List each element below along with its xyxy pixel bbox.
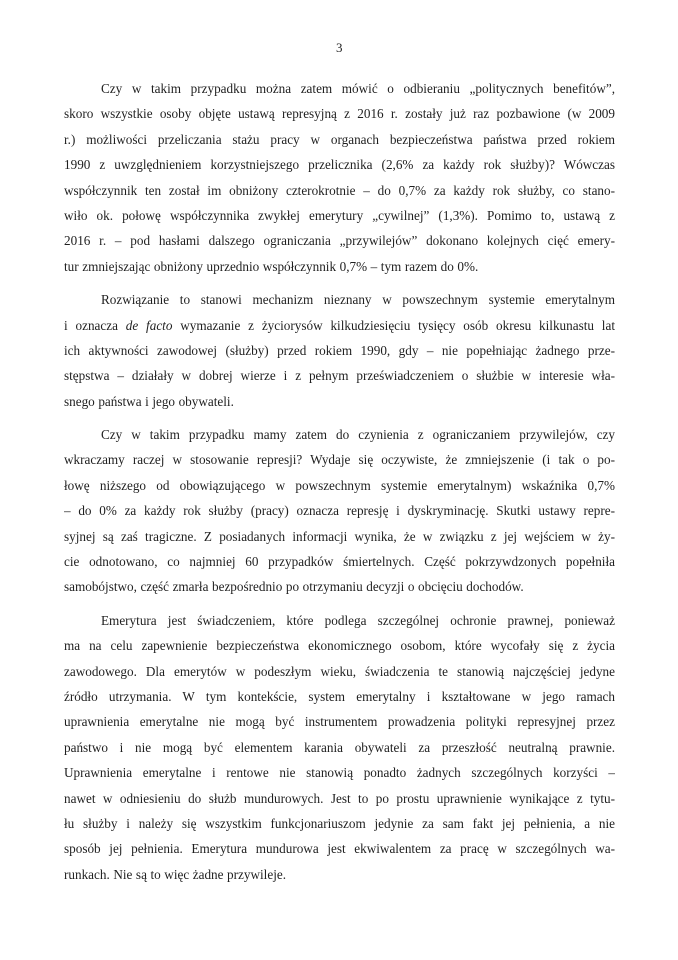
- text-line: r.) możliwości przeliczania stażu pracy w organach bezpieczeństwa państwa przed rokiem: [64, 131, 615, 147]
- text-line: – do 0% za każdy rok służby (pracy) oznacza represję i dyskryminację. Skutki ustawy repre-: [64, 503, 615, 519]
- page-number: 3: [336, 40, 343, 55]
- text-line: Czy w takim przypadku można zatem mówić o odbieraniu „politycznych benefitów”,: [101, 81, 615, 96]
- text-line: stępstwa – działały w dobrej wierze i z pełnym przeświadczeniem o służbie w interesie wła-: [64, 368, 615, 384]
- text-line: zawodowego. Dla emerytów w podeszłym wieku, świadczenia te stanowią najczęściej jedyne: [64, 663, 615, 679]
- text-line: cie odnotowano, co najmniej 60 przypadków śmiertelnych. Część pokrzywdzonych popełniła: [64, 554, 615, 570]
- text-line: nawet w odniesieniu do służb mundurowych. Jest to po prostu uprawnienie wynikające z tytu-: [64, 790, 615, 806]
- text-line: państwo i nie mogą być elementem karania obywateli za przeszłość neutralną prawnie.: [64, 739, 615, 755]
- text-line: Emerytura jest świadczeniem, które podlega szczególnej ochronie prawnej, ponieważ: [101, 612, 615, 628]
- text-line: ma na celu zapewnienie bezpieczeństwa ekonomicznego osobom, które wycofały się z życia: [64, 638, 615, 654]
- paragraph: [64, 422, 615, 600]
- text-line: 2016 r. – pod hasłami dalszego ograniczania „przywilejów” dokonano kolejnych cięć emery-: [64, 233, 615, 249]
- text-line: łowę niższego od obowiązującego w powszechnym systemie emerytalnym) wskaźnika 0,7%: [64, 477, 615, 493]
- paragraph: [64, 608, 615, 887]
- text-line: sposób jej pełnienia. Emerytura mundurowa jest ekwiwalentem za pracę w szczególnych wa-: [64, 841, 615, 857]
- text-line: Rozwiązanie to stanowi mechanizm nieznany w powszechnym systemie emerytalnym: [101, 292, 615, 308]
- text-line: łu służby i należy się wszystkim funkcjonariuszom jedynie za sam fakt jej pełnienia, a nie: [64, 815, 615, 831]
- text-line: źródło utrzymania. W tym kontekście, system emerytalny i kształtowane w jego ramach: [64, 688, 615, 704]
- document-body: [64, 76, 615, 887]
- text-line: skoro wszystkie osoby objęte ustawą represyjną z 2016 r. zostały już raz pozbawione (w 2009: [64, 106, 615, 122]
- text-line: wkraczamy raczej w stosowanie represji? Wydaje się oczywiste, że zmniejszenie (i tak o po-: [64, 452, 615, 468]
- text-line: współczynnik ten został im obniżony czterokrotnie – do 0,7% za każdy rok służby, co stano-: [64, 182, 615, 198]
- text-line: i oznacza de facto wymazanie z życiorysów kilkudziesięciu tysięcy osób okresu kilkunastu lat: [64, 317, 615, 333]
- text-line: samobójstwo, część zmarła bezpośrednio po otrzymaniu decyzji o obcięciu dochodów.: [64, 579, 524, 595]
- text-line: Uprawnienia emerytalne i rentowe nie stanowią ponadto żadnych szczególnych korzyści –: [64, 765, 615, 781]
- text-line: wiło ok. połowę współczynnika zwykłej emerytury „cywilnej” (1,3%). Pomimo to, ustawą z: [64, 207, 615, 223]
- paragraph: [64, 76, 615, 279]
- text-line: runkach. Nie są to więc żadne przywileje.: [64, 866, 287, 882]
- text-line: ich aktywności zawodowej (służby) przed rokiem 1990, gdy – nie popełniając żadnego prze-: [64, 342, 615, 358]
- text-line: Czy w takim przypadku mamy zatem do czynienia z ograniczaniem przywilejów, czy: [101, 427, 615, 443]
- paragraph: [64, 287, 615, 414]
- text-line: syjnej są zaś tragiczne. Z posiadanych informacji wynika, że w związku z jej wejściem w ży-: [64, 528, 615, 544]
- text-line: 1990 z uwzględnieniem korzystniejszego przelicznika (2,6% za każdy rok służby)? Wówczas: [64, 157, 615, 173]
- text-line: snego państwa i jego obywateli.: [64, 393, 234, 409]
- text-line: uprawnienia emerytalne nie mogą być instrumentem prowadzenia polityki represyjnej przez: [64, 714, 615, 730]
- document-page: [64, 0, 615, 960]
- text-line: tur zmniejszając obniżony uprzednio współczynnik 0,7% – tym razem do 0%.: [64, 258, 479, 274]
